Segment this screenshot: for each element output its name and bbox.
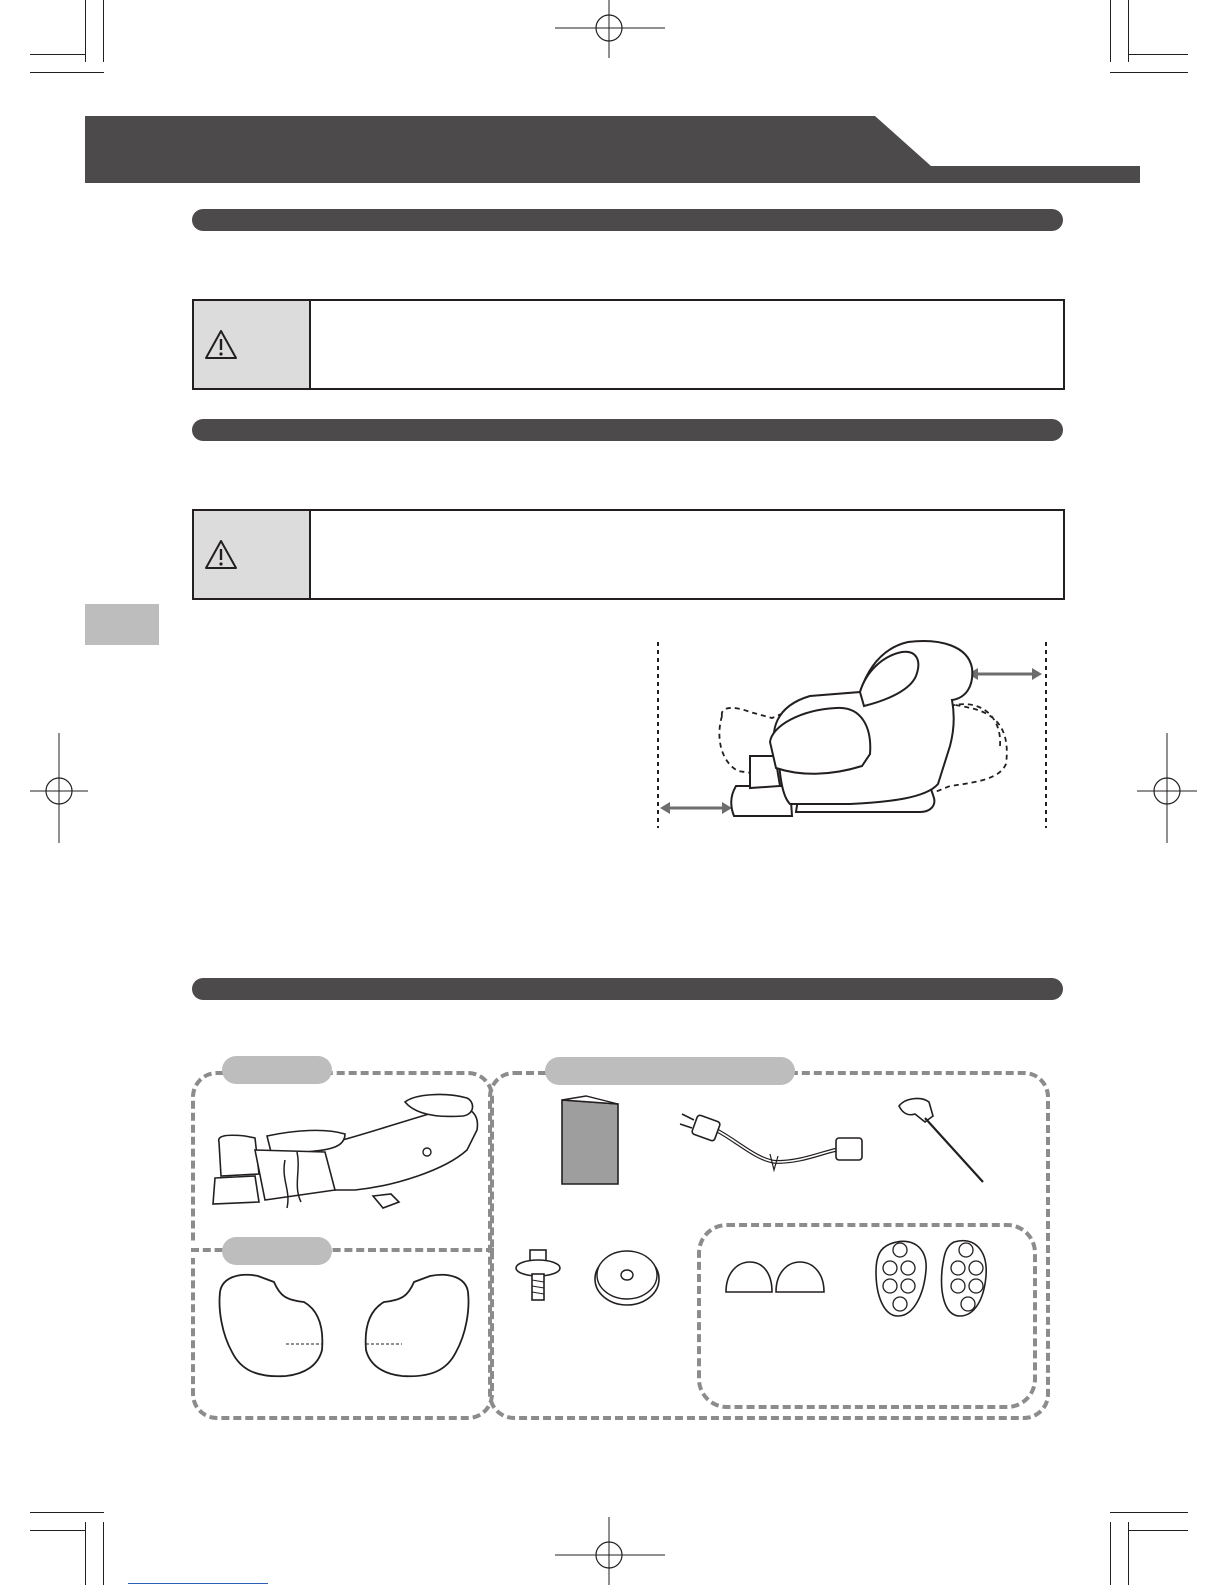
crop-mark-top-left-h1 xyxy=(30,54,86,55)
crop-mark-bottom-left-v1 xyxy=(85,1522,86,1585)
chapter-banner xyxy=(85,116,1140,186)
warning-triangle-icon xyxy=(204,539,238,571)
caution-label-1 xyxy=(194,301,311,388)
chair-clearance-illustration xyxy=(650,636,1060,836)
double-arrow-icon xyxy=(660,802,732,814)
manual-booklet-icon xyxy=(556,1094,626,1190)
crop-mark-top-right-h2 xyxy=(1110,72,1188,73)
armrests-pill-label xyxy=(222,1237,332,1265)
crop-mark-top-right-v1 xyxy=(1110,0,1111,62)
crop-mark-top-right-h1 xyxy=(1128,54,1188,55)
section-header-bar-3 xyxy=(192,978,1063,1000)
crop-mark-top-left-v1 xyxy=(85,0,86,62)
chapter-side-tab xyxy=(85,604,159,645)
armrests-illustration xyxy=(214,1270,476,1382)
bolt-icon xyxy=(508,1244,568,1314)
crop-mark-top-left-v2 xyxy=(103,0,104,62)
power-cord-icon xyxy=(676,1100,876,1180)
caution-label-2 xyxy=(194,511,311,598)
caution-box-1 xyxy=(192,299,1065,390)
section-header-bar-1 xyxy=(192,209,1063,231)
washer-disc-icon xyxy=(592,1243,662,1309)
crop-mark-bottom-right-h2 xyxy=(1128,1530,1188,1531)
registration-mark-bottom xyxy=(555,1515,665,1585)
footer-underline xyxy=(128,1583,268,1584)
crop-mark-bottom-left-h1 xyxy=(30,1512,104,1513)
crop-mark-bottom-left-h2 xyxy=(30,1530,86,1531)
foot-node-pads-icon xyxy=(870,1236,1020,1324)
dome-caps-icon xyxy=(722,1258,830,1300)
crop-mark-top-left-h2 xyxy=(30,72,104,73)
section-header-bar-2 xyxy=(192,419,1063,441)
crop-mark-bottom-right-v1 xyxy=(1110,1522,1111,1585)
caution-box-2 xyxy=(192,509,1065,600)
registration-mark-top xyxy=(555,0,665,60)
accessories-pill-label xyxy=(545,1057,795,1085)
double-arrow-icon xyxy=(968,668,1042,680)
crop-mark-bottom-right-h1 xyxy=(1110,1512,1188,1513)
t-handle-wrench-icon xyxy=(895,1092,995,1192)
crop-mark-bottom-right-v2 xyxy=(1128,1522,1129,1585)
crop-mark-bottom-left-v2 xyxy=(103,1522,104,1585)
registration-mark-right xyxy=(1137,733,1197,843)
registration-mark-left xyxy=(30,733,90,843)
upright-chair xyxy=(731,641,972,816)
crop-mark-top-right-v2 xyxy=(1128,0,1129,62)
main-unit-pill-label xyxy=(222,1056,332,1084)
warning-triangle-icon xyxy=(204,329,238,361)
main-unit-illustration xyxy=(205,1090,490,1220)
